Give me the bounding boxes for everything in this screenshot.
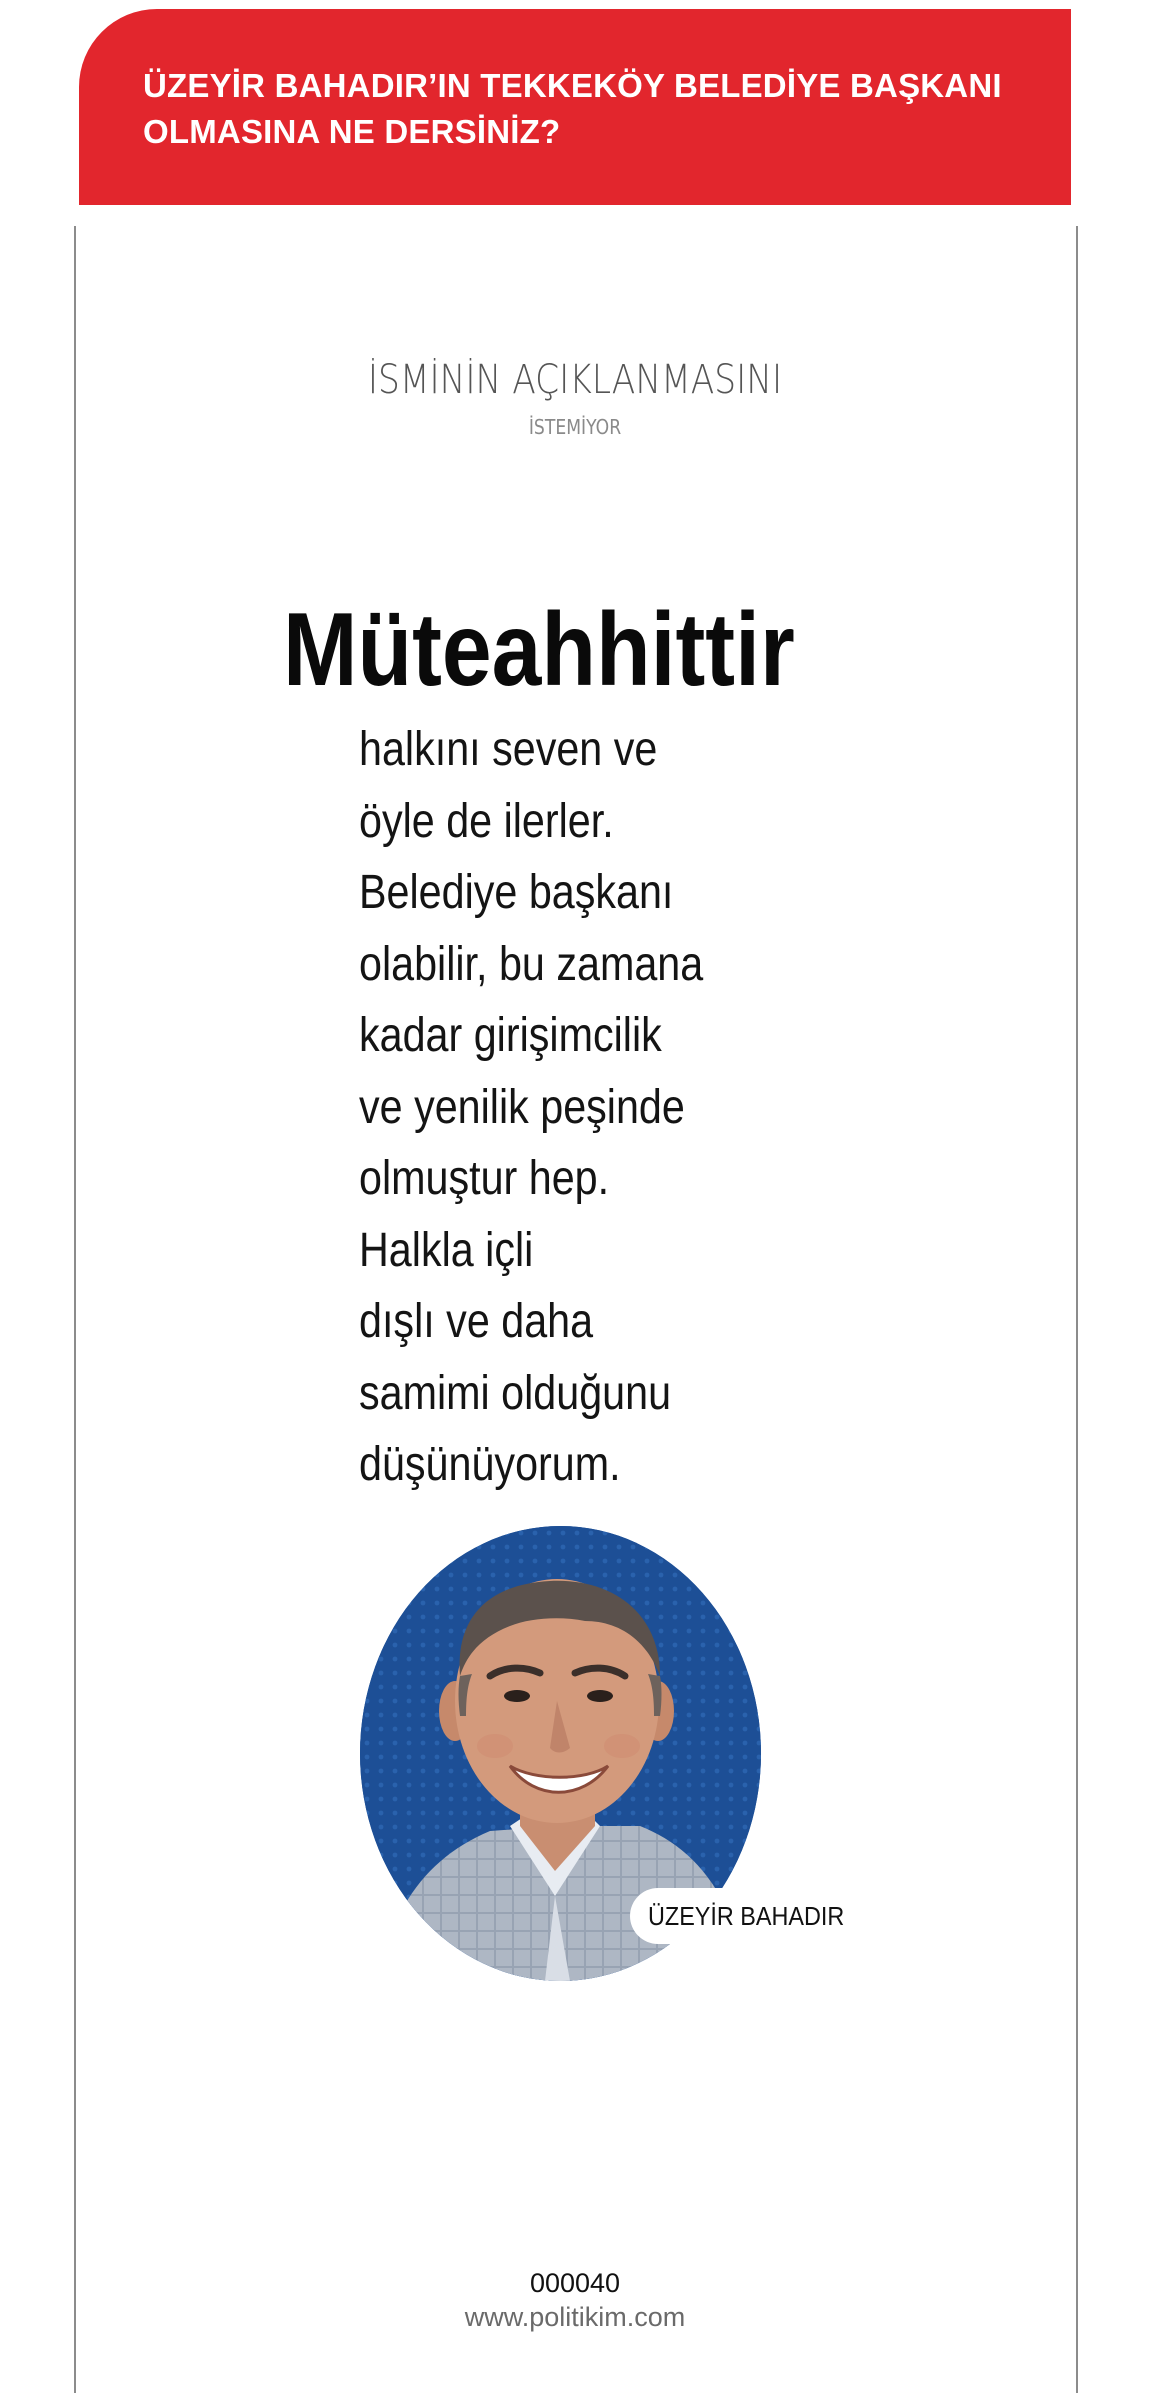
anonymity-note: İSMİNİN AÇIKLANMASINI [367,357,783,403]
header-title-line-1: ÜZEYİR BAHADIR’IN TEKKEKÖY BELEDİYE BAŞKANI [143,67,1002,104]
quote-line: olmuştur hep. [359,1152,610,1205]
website-link[interactable]: www.politikim.com [464,2302,686,2332]
photo-caption [630,1888,884,1944]
quote-line: ve yenilik peşinde [359,1080,685,1134]
quote-line: Belediye başkanı [359,866,674,919]
quote-line: dışlı ve daha [359,1295,594,1348]
quote-headline: Müteahhittir [283,592,795,708]
quote-line: olabilir, bu zamana [359,937,704,991]
quote-line: samimi olduğunu [359,1366,672,1420]
header-banner [79,9,1071,205]
anonymity-note-subline: İSTEMİYOR [528,415,622,439]
page-code: 000040 [529,2268,621,2298]
header-title-line-2: OLMASINA NE DERSİNİZ? [143,113,561,150]
right-border-line [1076,226,1078,2393]
quote-line: öyle de ilerler. [359,794,614,848]
left-border-line [74,226,76,2393]
quote-line: Halkla içli [359,1223,534,1277]
quote-line: kadar girişimcilik [359,1009,662,1062]
quote-body [359,714,703,1501]
quote-line: halkını seven ve [359,723,658,776]
quote-line: düşünüyorum. [359,1438,621,1491]
person-name: ÜZEYİR BAHADIR [648,1901,845,1931]
